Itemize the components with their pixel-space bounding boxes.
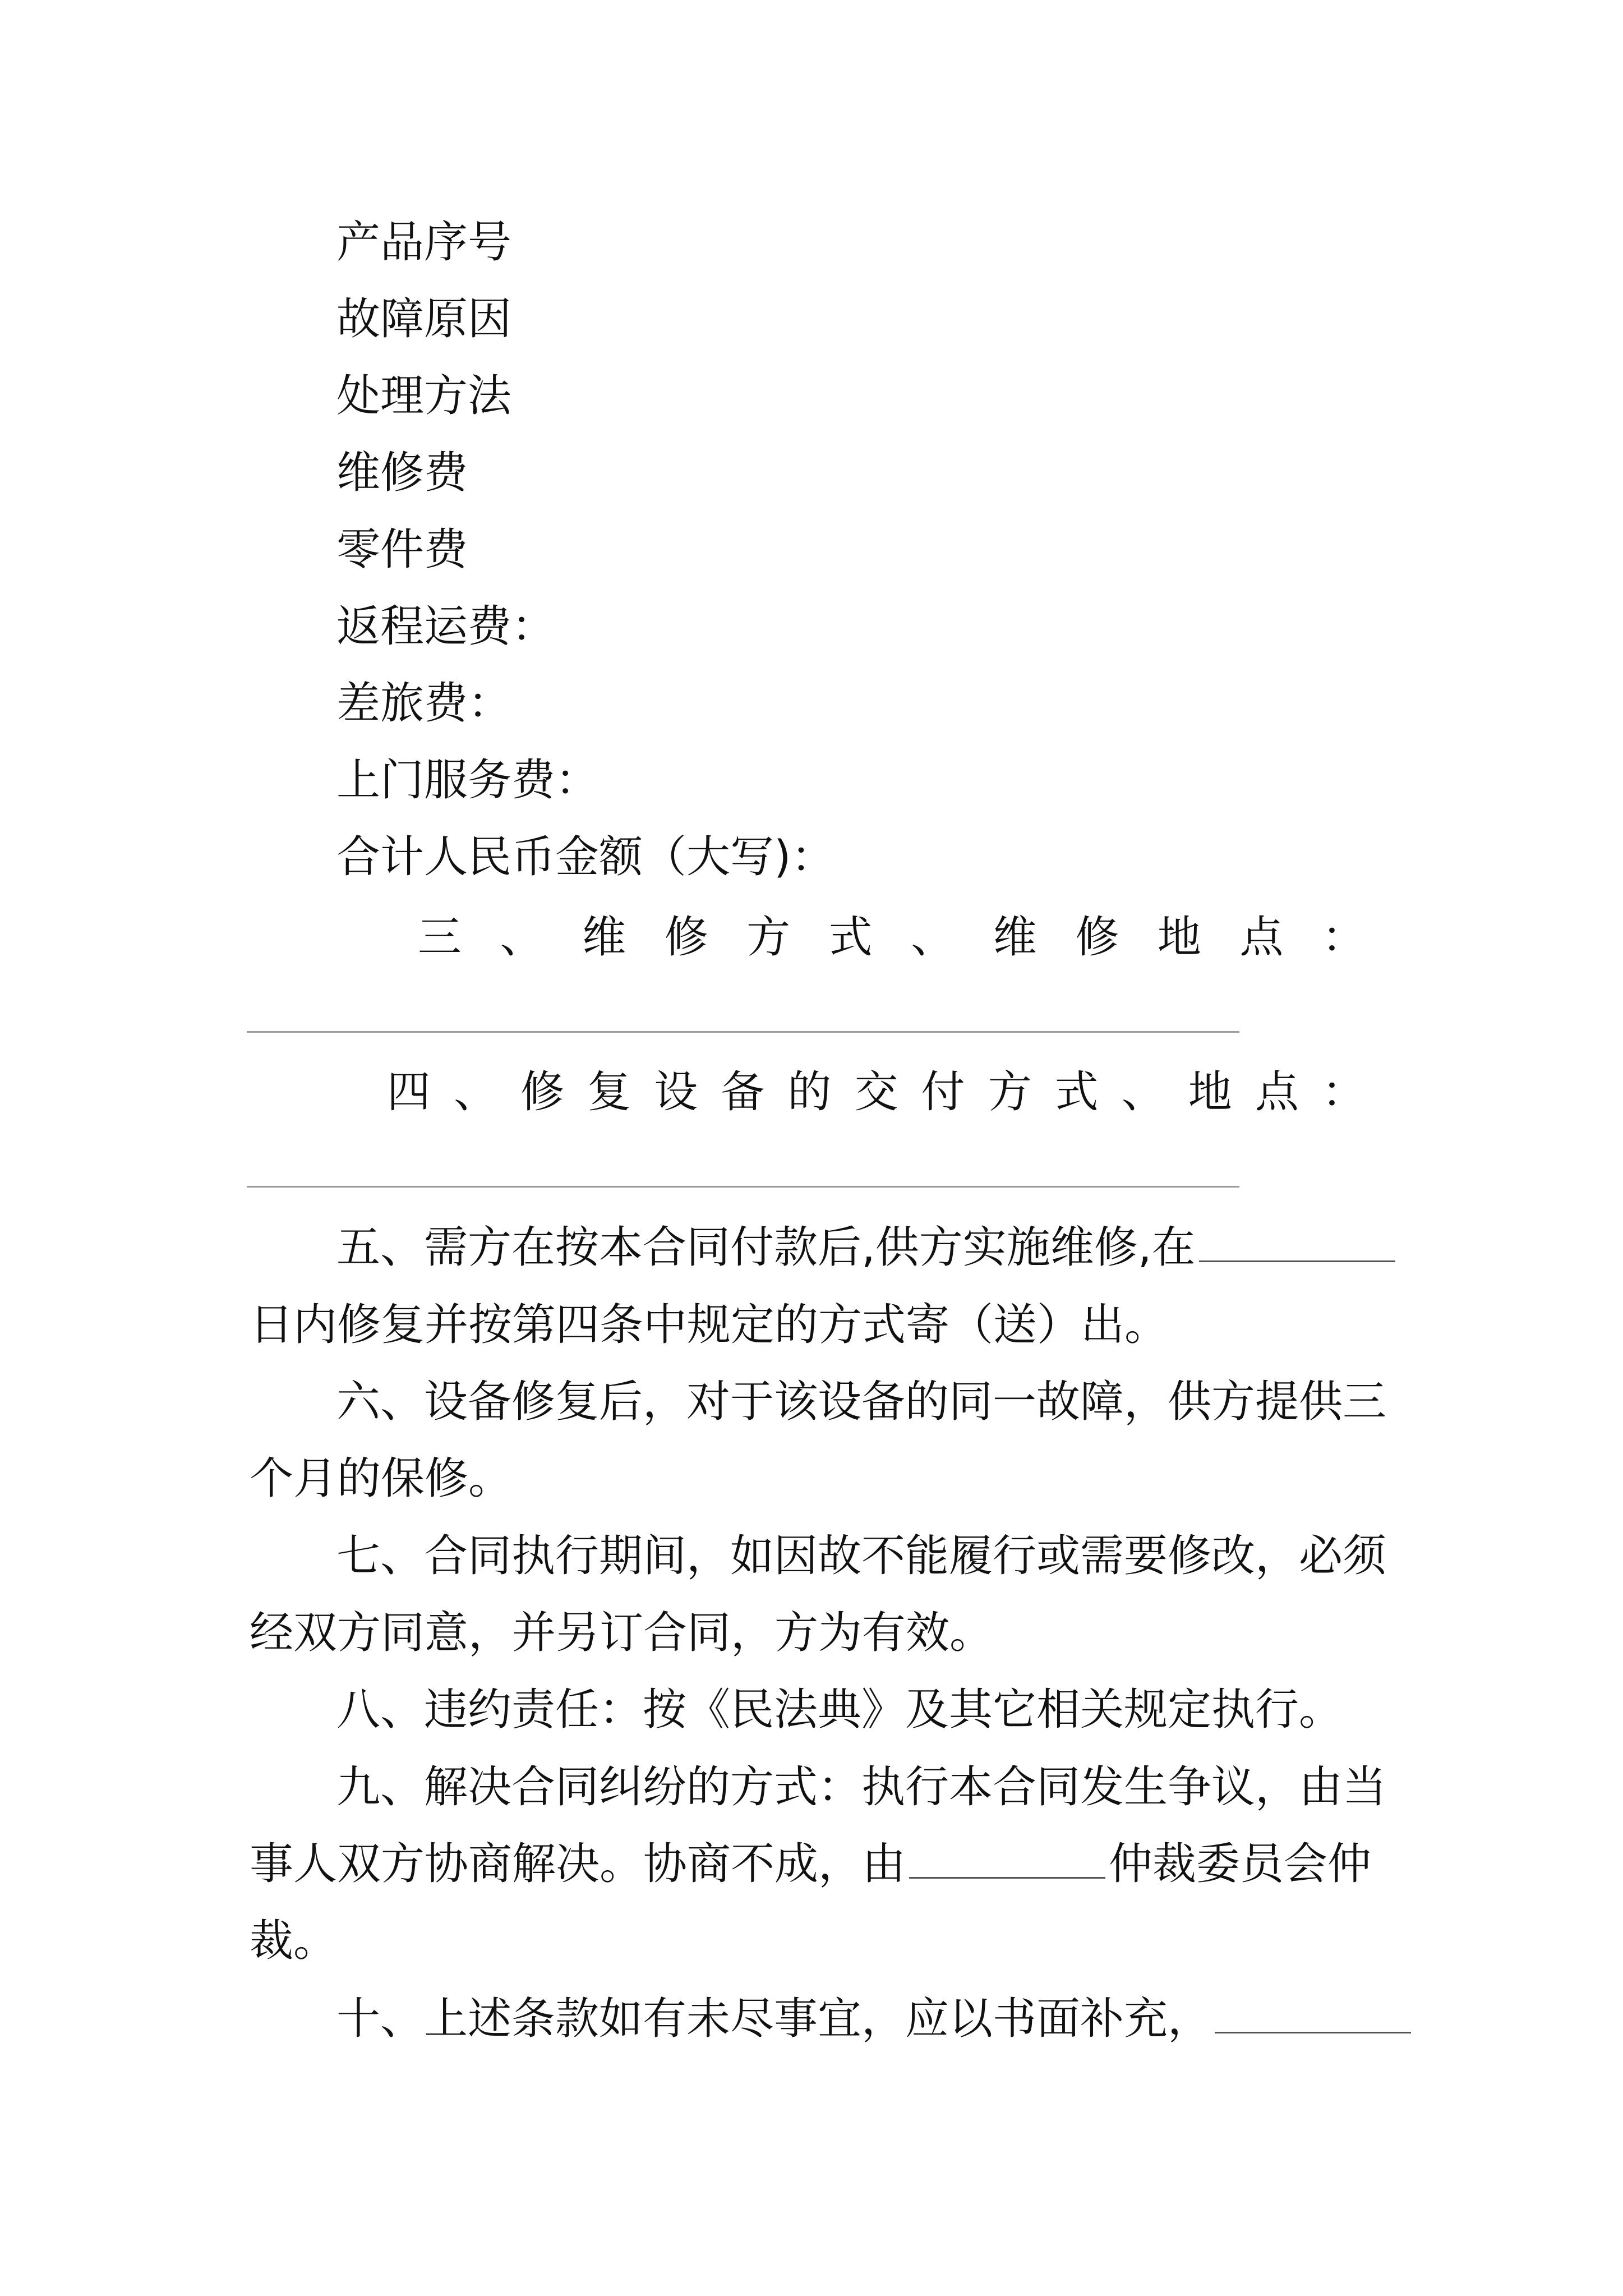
- section-4-char: 设: [654, 1067, 698, 1117]
- item-product-serial: 产品序号: [336, 217, 512, 268]
- section-5-line-2: 日内修复并按第四条中规定的方式寄（送）出。: [250, 1300, 1169, 1350]
- section-4-heading: [387, 1067, 1366, 1117]
- section-9-line-3: 裁。: [250, 1916, 338, 1966]
- section-9-line-2: [250, 1839, 1372, 1889]
- section-3-char: 式: [828, 912, 873, 963]
- item-handling-method: 处理方法: [336, 371, 512, 421]
- section-4-char: 地: [1188, 1067, 1232, 1117]
- section-7-line-2: 经双方同意，并另订合同，方为有效。: [250, 1608, 994, 1658]
- section-4-char: 点: [1255, 1067, 1299, 1117]
- section-4-fill-line: [247, 1186, 1239, 1188]
- section-3-char: 三: [418, 912, 462, 963]
- section-3-char: 维: [582, 912, 626, 963]
- section-10-text: 十、上述条款如有未尽事宜，应以书面补充，: [336, 1994, 1212, 2044]
- section-9-text-b: 仲裁委员会仲: [1109, 1839, 1372, 1889]
- section-4-char: ：: [1321, 1067, 1366, 1117]
- item-onsite-service-fee: 上门服务费：: [336, 755, 600, 806]
- section-4-char: 方: [988, 1067, 1032, 1117]
- section-3-char: 方: [746, 912, 791, 963]
- section-5-text: 五、需方在按本合同付款后,供方实施维修,在: [336, 1222, 1196, 1273]
- section-3-char: 维: [993, 912, 1037, 963]
- item-repair-fee: 维修费: [336, 448, 468, 498]
- section-3-char: 、: [500, 912, 544, 963]
- item-return-shipping: 返程运费：: [336, 601, 556, 652]
- item-total-amount: 合计人民币金额（大写)：: [336, 832, 835, 882]
- supplement-blank-field: [1215, 2031, 1411, 2033]
- days-blank-field: [1199, 1260, 1395, 1262]
- section-4-char: 式: [1054, 1067, 1099, 1117]
- section-3-char: 地: [1157, 912, 1201, 963]
- arbitration-commission-blank: [909, 1876, 1105, 1879]
- section-7-line-1: 七、合同执行期间，如因故不能履行或需要修改，必须: [336, 1531, 1387, 1581]
- section-3-heading: [418, 912, 1366, 963]
- section-3-char: 点: [1239, 912, 1284, 963]
- section-6-line-1: 六、设备修复后，对于该设备的同一故障，供方提供三: [336, 1377, 1387, 1427]
- section-4-char: 付: [921, 1067, 965, 1117]
- section-4-char: 修: [520, 1067, 565, 1117]
- section-3-fill-line: [247, 1031, 1239, 1033]
- section-10-line-1: [336, 1994, 1414, 2044]
- section-4-char: 、: [1121, 1067, 1165, 1117]
- item-parts-fee: 零件费: [336, 524, 468, 575]
- section-4-char: 的: [787, 1067, 832, 1117]
- section-4-char: 、: [454, 1067, 498, 1117]
- section-9-line-1: 九、解决合同纠纷的方式：执行本合同发生争议，由当: [336, 1762, 1387, 1812]
- section-4-char: 复: [587, 1067, 631, 1117]
- section-5-line-1: [336, 1222, 1399, 1273]
- section-3-char: 、: [911, 912, 955, 963]
- section-4-char: 四: [387, 1067, 431, 1117]
- section-4-char: 备: [721, 1067, 765, 1117]
- section-9-text-a: 事人双方协商解决。协商不成，由: [250, 1839, 906, 1889]
- section-4-char: 交: [854, 1067, 898, 1117]
- section-3-char: ：: [1321, 912, 1366, 963]
- section-8-line-1: 八、违约责任：按《民法典》及其它相关规定执行。: [336, 1685, 1343, 1735]
- item-travel-expense: 差旅费：: [336, 678, 512, 729]
- item-fault-cause: 故障原因: [336, 294, 512, 344]
- section-6-line-2: 个月的保修。: [250, 1453, 513, 1504]
- section-3-char: 修: [1075, 912, 1119, 963]
- section-3-char: 修: [664, 912, 708, 963]
